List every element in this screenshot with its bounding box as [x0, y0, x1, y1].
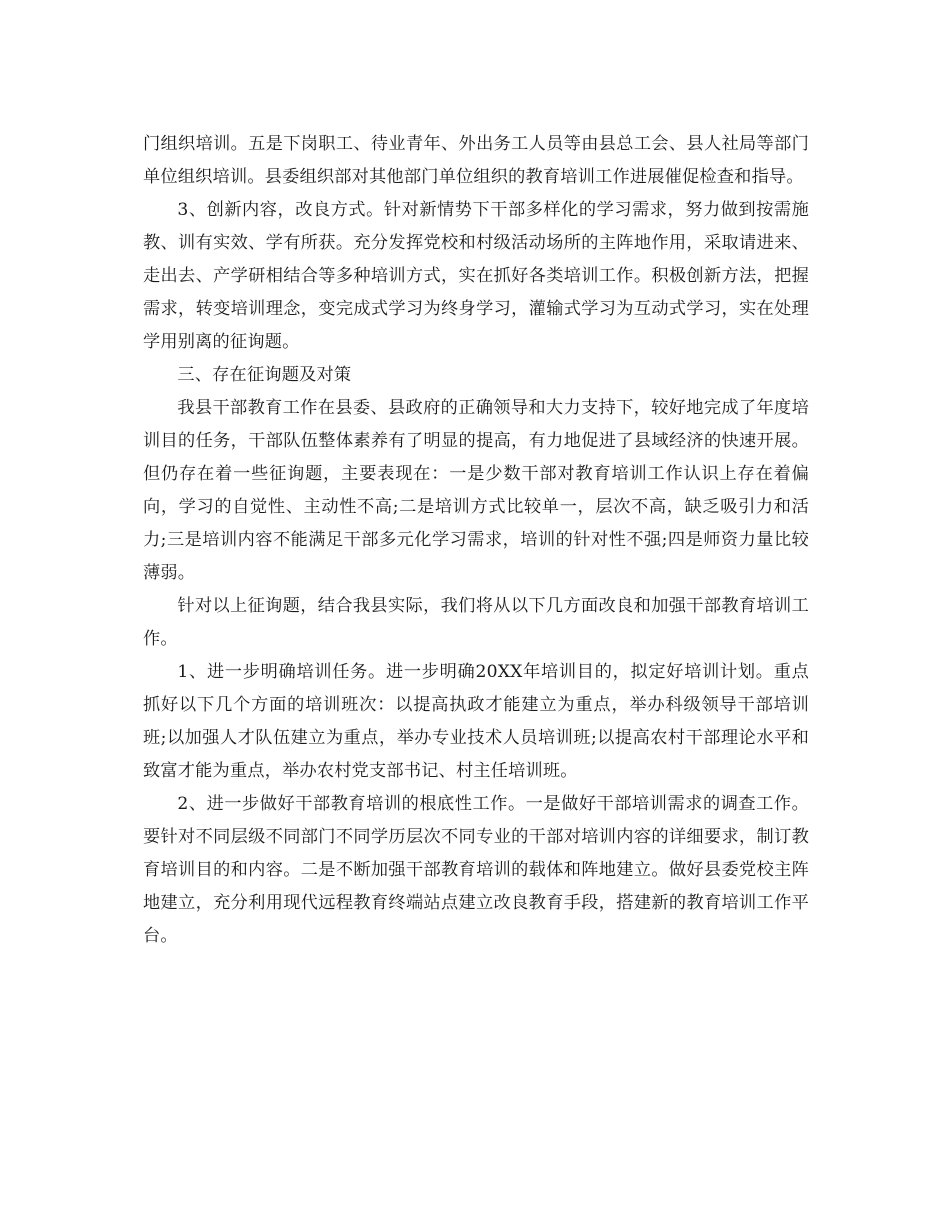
- paragraph-5: 针对以上征询题，结合我县实际，我们将从以下几方面改良和加强干部教育培训工作。: [143, 596, 809, 649]
- paragraph-6: 1、进一步明确培训任务。进一步明确20XX年培训目的，拟定好培训计划。重点抓好以下几个方面的培训班次：以提高执政才能建立为重点，举办科级领导干部培训班;以加强人才队伍建立为重点，举办专业技术人员培训班;以提高农村干部理论水平和致富才能为重点，举办农村党支部书记、村主任培训班。: [143, 662, 809, 781]
- paragraph-1: 门组织培训。五是下岗职工、待业青年、外出务工人员等由县总工会、县人社局等部门单位组织培训。县委组织部对其他部门单位组织的教育培训工作进展催促检查和指导。: [143, 134, 809, 187]
- paragraph-4: 我县干部教育工作在县委、县政府的正确领导和大力支持下，较好地完成了年度培训目的任务，干部队伍整体素养有了明显的提高，有力地促进了县域经济的快速开展。但仍存在着一些征询题，主要表现在：一是少数干部对教育培训工作认识上存在着偏向，学习的自觉性、主动性不高;二是培训方式比较单一，层次不高，缺乏吸引力和活力;三是培训内容不能满足干部多元化学习需求，培训的针对性不强;四是师资力量比较薄弱。: [143, 398, 809, 583]
- paragraph-7: 2、进一步做好干部教育培训的根底性工作。一是做好干部培训需求的调查工作。要针对不同层级不同部门不同学历层次不同专业的干部对培训内容的详细要求，制订教育培训目的和内容。二是不断加强干部教育培训的载体和阵地建立。做好县委党校主阵地建立，充分利用现代远程教育终端站点建立改良教育手段，搭建新的教育培训工作平台。: [143, 794, 809, 946]
- paragraph-2: 3、创新内容，改良方式。针对新情势下干部多样化的学习需求，努力做到按需施教、训有实效、学有所获。充分发挥党校和村级活动场所的主阵地作用，采取请进来、走出去、产学研相结合等多种培训方式，实在抓好各类培训工作。积极创新方法，把握需求，转变培训理念，变完成式学习为终身学习，灌输式学习为互动式学习，实在处理学用别离的征询题。: [143, 200, 809, 352]
- document-body: [143, 128, 809, 953]
- section-heading-problems: 三、存在征询题及对策: [177, 365, 352, 385]
